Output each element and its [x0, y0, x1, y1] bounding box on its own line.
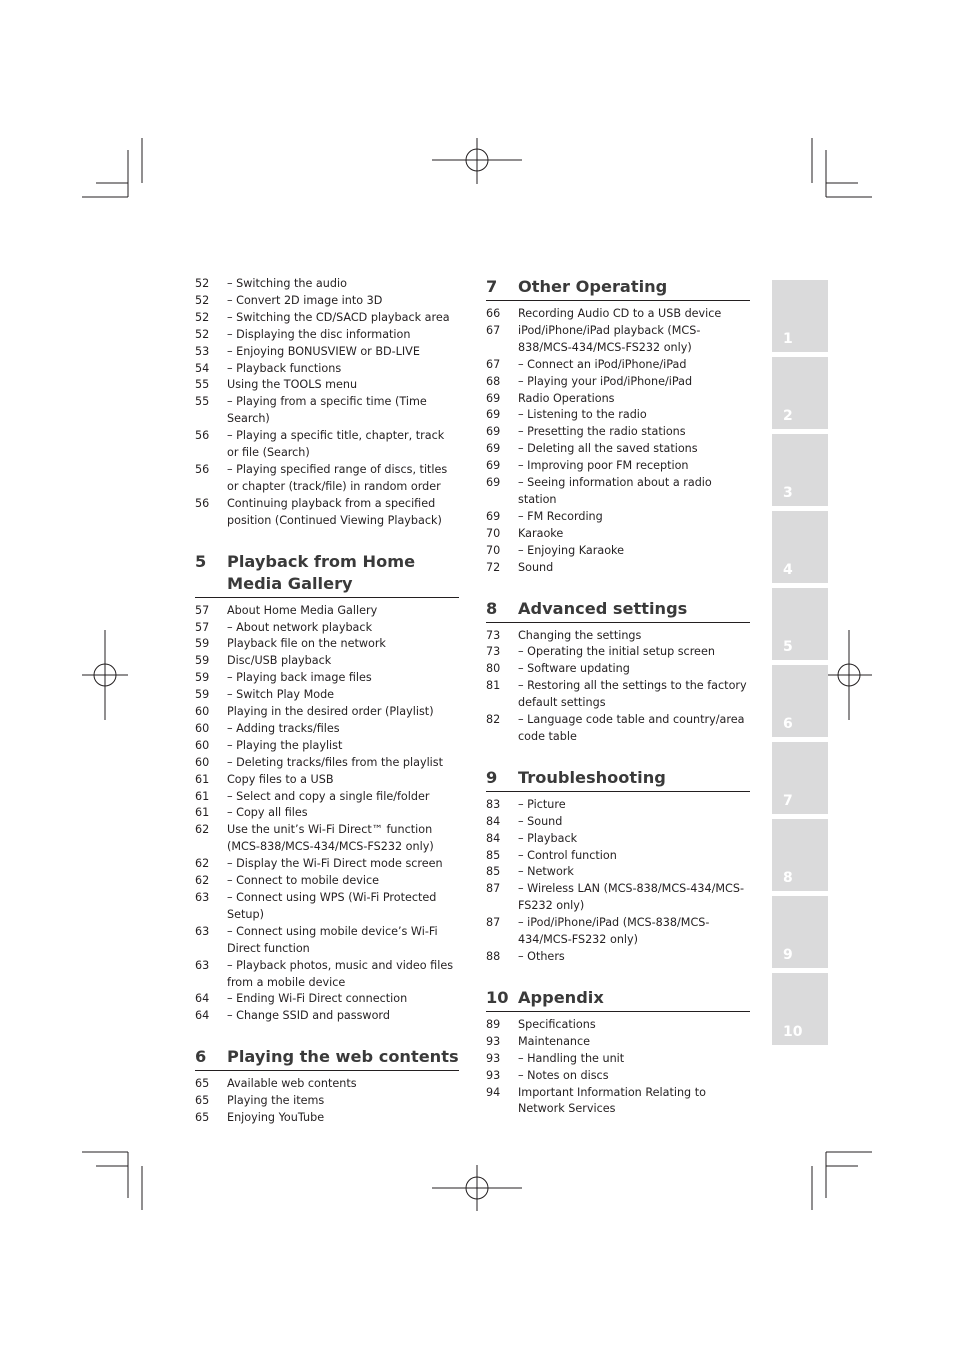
toc-entry[interactable]: [486, 1034, 750, 1051]
toc-entry[interactable]: [486, 407, 750, 424]
section-number: 6: [195, 1047, 207, 1067]
toc-entry[interactable]: [486, 543, 750, 560]
page-number: 56: [195, 462, 210, 476]
section-8-heading: [486, 598, 750, 623]
chapter-tab[interactable]: [772, 588, 828, 660]
chapter-tab[interactable]: [772, 434, 828, 506]
page-number: 52: [195, 293, 210, 307]
page-number: 61: [195, 772, 210, 786]
entry-text: Use the unit’s Wi-Fi Direct™ function (MCS-838/MCS-434/MCS-FS232 only): [227, 823, 434, 854]
toc-entry[interactable]: [486, 848, 750, 865]
page-number: 69: [486, 459, 501, 473]
toc-entry[interactable]: [195, 344, 459, 361]
entry-text: – Sound: [518, 814, 563, 828]
entry-text: – Connect to mobile device: [227, 874, 379, 888]
entry-text: Maintenance: [518, 1034, 591, 1048]
entry-text: iPod/iPhone/iPad playback (MCS-838/MCS-434/MCS-FS232 only): [518, 323, 701, 354]
toc-entry[interactable]: [486, 814, 750, 831]
page-number: 59: [195, 671, 210, 685]
chapter-tab-number: 2: [783, 408, 793, 424]
page-number: 65: [195, 1111, 210, 1125]
page-number: 60: [195, 755, 210, 769]
entry-text: – Deleting tracks/files from the playlist: [227, 755, 443, 769]
page-number: 59: [195, 654, 210, 668]
entry-text: – Improving poor FM reception: [518, 459, 689, 473]
section-7-heading: [486, 276, 750, 301]
entry-text: – Connect using mobile device’s Wi-Fi Direct function: [227, 924, 438, 955]
toc-entry[interactable]: [195, 1093, 459, 1110]
page-number: 61: [195, 806, 210, 820]
toc-entry[interactable]: [195, 496, 459, 530]
entry-text: – Listening to the radio: [518, 408, 647, 422]
page-number: 70: [486, 543, 501, 557]
entry-text: – Handling the unit: [518, 1051, 625, 1065]
toc-entry[interactable]: [486, 881, 750, 915]
page-number: 73: [486, 645, 501, 659]
section-title: Other Operating: [518, 277, 668, 296]
registration-mark-left: [82, 630, 128, 720]
entry-text: – Switch Play Mode: [227, 688, 335, 702]
entry-text: – Enjoying BONUSVIEW or BD-LIVE: [227, 344, 420, 358]
registration-mark-right: [826, 630, 872, 720]
toc-entry[interactable]: [486, 712, 750, 746]
chapter-tab[interactable]: [772, 742, 828, 814]
toc-entry[interactable]: [486, 509, 750, 526]
entry-text: – Display the Wi-Fi Direct mode screen: [227, 857, 443, 871]
entry-text: – Switching the audio: [227, 277, 347, 290]
entry-text: – Seeing information about a radio station: [518, 476, 712, 506]
page-number: 57: [195, 603, 210, 617]
page-number: 88: [486, 950, 501, 963]
page-number: 55: [195, 395, 210, 409]
page-number: 83: [486, 797, 501, 811]
entry-text: – iPod/iPhone/iPad (MCS-838/MCS-434/MCS-FS232 only): [518, 916, 710, 947]
toc-entry[interactable]: [486, 458, 750, 475]
entry-text: – Presetting the radio stations: [518, 425, 686, 439]
toc-entry[interactable]: [195, 822, 459, 856]
toc-entry[interactable]: [195, 293, 459, 310]
page-number: 53: [195, 344, 210, 358]
page-number: 63: [195, 891, 210, 904]
toc-entry[interactable]: [486, 306, 750, 323]
chapter-tab[interactable]: [772, 973, 828, 1045]
section-9-entries: [486, 797, 750, 966]
entry-text: Enjoying YouTube: [227, 1111, 325, 1125]
entry-text: – Select and copy a single file/folder: [227, 789, 430, 803]
page-number: 52: [195, 277, 210, 290]
page-number: 65: [195, 1077, 210, 1091]
section-number: 8: [486, 598, 498, 618]
chapter-tab[interactable]: [772, 819, 828, 891]
chapter-tab-number: 8: [783, 870, 793, 886]
entry-text: – Copy all files: [227, 806, 308, 820]
entry-text: – Playback: [518, 831, 578, 845]
entry-text: – Convert 2D image into 3D: [227, 293, 383, 307]
section-title: Advanced settings: [518, 598, 688, 618]
section-7-entries: [486, 306, 750, 577]
toc-entry[interactable]: [195, 924, 459, 958]
entry-text: – Ending Wi-Fi Direct connection: [227, 992, 408, 1006]
toc-entry[interactable]: [486, 424, 750, 441]
section-title: Playing the web contents: [227, 1047, 459, 1067]
toc-entry[interactable]: [486, 526, 750, 543]
toc-entry[interactable]: [486, 661, 750, 678]
page-number: 64: [195, 992, 210, 1006]
entry-text: – About network playback: [227, 620, 373, 634]
toc-entry[interactable]: [195, 704, 459, 721]
entry-text: – Language code table and country/area code table: [518, 713, 745, 743]
page-number: 87: [486, 882, 501, 896]
chapter-tab-number: 3: [783, 485, 793, 501]
toc-entry[interactable]: [486, 560, 750, 577]
page-number: 80: [486, 662, 501, 676]
page-number: 65: [195, 1094, 210, 1108]
toc-entry[interactable]: [486, 1051, 750, 1068]
entry-text: – FM Recording: [518, 509, 603, 523]
toc-entry[interactable]: [195, 789, 459, 806]
toc-entry[interactable]: [486, 1085, 750, 1119]
entry-text: – Playing back image files: [227, 671, 372, 685]
entry-text: – Connect using WPS (Wi-Fi Protected Setup): [227, 891, 437, 921]
section-title: Appendix: [518, 987, 604, 1007]
toc-entry[interactable]: [195, 653, 459, 670]
page-number: 63: [195, 924, 210, 938]
entry-text: Changing the settings: [518, 628, 642, 642]
toc-entry[interactable]: [486, 644, 750, 661]
toc-entry[interactable]: [195, 428, 459, 462]
page-number: 69: [486, 509, 501, 523]
toc-entry[interactable]: [486, 475, 750, 509]
entry-text: – Software updating: [518, 662, 630, 676]
page-number: 72: [486, 560, 501, 574]
entry-text: Playing the items: [227, 1094, 325, 1108]
toc-entry[interactable]: [195, 361, 459, 378]
page-number: 73: [486, 628, 501, 642]
entry-text: – Playback functions: [227, 361, 342, 375]
page-number: 59: [195, 637, 210, 651]
page-number: 68: [486, 374, 501, 388]
entry-text: – Change SSID and password: [227, 1009, 390, 1023]
page-number: 70: [486, 526, 501, 540]
page-number: 60: [195, 705, 210, 719]
section-number: 7: [486, 277, 498, 296]
page-number: 69: [486, 442, 501, 456]
entry-text: Radio Operations: [518, 391, 615, 405]
toc-entry[interactable]: [195, 805, 459, 822]
section-number: 9: [486, 767, 498, 787]
page-number: 54: [195, 361, 210, 375]
entry-text: – Displaying the disc information: [227, 327, 411, 341]
toc-entry[interactable]: [486, 1068, 750, 1085]
toc-entry[interactable]: [195, 276, 459, 293]
section-8-entries: [486, 628, 750, 746]
page-number: 59: [195, 688, 210, 702]
entry-text: – Playing from a specific time (Time Search): [227, 395, 427, 426]
entry-text: Using the TOOLS menu: [227, 378, 358, 392]
entry-text: – Enjoying Karaoke: [518, 543, 624, 557]
entry-text: Sound: [518, 560, 554, 574]
page-number: 85: [486, 848, 501, 862]
entry-text: Important Information Relating to Network Services: [518, 1085, 706, 1116]
toc-entry[interactable]: [195, 636, 459, 653]
entry-text: Karaoke: [518, 526, 564, 540]
page-number: 62: [195, 857, 210, 871]
toc-entry[interactable]: [195, 1110, 459, 1127]
toc-entry[interactable]: [195, 873, 459, 890]
page-number: 52: [195, 310, 210, 324]
chapter-tabs: [772, 280, 828, 1050]
entry-text: Copy files to a USB: [227, 772, 334, 786]
toc-entry[interactable]: [486, 797, 750, 814]
entry-text: – Connect an iPod/iPhone/iPad: [518, 357, 687, 371]
chapter-tab[interactable]: [772, 665, 828, 737]
page-number: 69: [486, 408, 501, 422]
page-number: 84: [486, 814, 501, 828]
toc-entry[interactable]: [486, 323, 750, 357]
registration-mark-bottom: [432, 1165, 522, 1211]
page-number: 67: [486, 357, 501, 371]
section-number: 10: [486, 987, 509, 1007]
section-5-entries: [195, 603, 459, 1026]
section-9-heading: [486, 767, 750, 792]
page-number: 67: [486, 323, 501, 337]
page-number: 60: [195, 721, 210, 735]
toc-entry[interactable]: [486, 357, 750, 374]
page-number: 62: [195, 874, 210, 888]
toc-entry[interactable]: [195, 310, 459, 327]
page-number: 56: [195, 496, 210, 510]
page-number: 81: [486, 679, 501, 693]
page-number: 82: [486, 713, 501, 727]
page-number: 64: [195, 1009, 210, 1023]
chapter-tab[interactable]: [772, 280, 828, 352]
entry-text: Disc/USB playback: [227, 654, 332, 668]
toc-entry[interactable]: [195, 755, 459, 772]
chapter-tab-number: 6: [783, 716, 793, 732]
page-number: 62: [195, 823, 210, 837]
entry-text: – Deleting all the saved stations: [518, 442, 698, 456]
toc-left-column: [195, 276, 459, 1127]
toc-entry[interactable]: [486, 441, 750, 458]
page-number: 94: [486, 1085, 501, 1099]
toc-entry[interactable]: [195, 394, 459, 428]
entry-text: – Playing the playlist: [227, 738, 343, 752]
toc-entry[interactable]: [486, 628, 750, 645]
entry-text: – Others: [518, 950, 565, 963]
toc-entry[interactable]: [195, 462, 459, 496]
entry-text: – Wireless LAN (MCS-838/MCS-434/MCS-FS232 only): [518, 882, 745, 913]
toc-entry[interactable]: [486, 915, 750, 949]
toc-entry[interactable]: [486, 678, 750, 712]
entry-text: – Playback photos, music and video files from a mobile device: [227, 958, 454, 989]
entry-text: Playback file on the network: [227, 637, 386, 651]
chapter-tab[interactable]: [772, 896, 828, 968]
page-number: 84: [486, 831, 501, 845]
section-6-heading: [195, 1046, 459, 1071]
entry-text: – Adding tracks/files: [227, 721, 340, 735]
page-number: 93: [486, 1034, 501, 1048]
page-number: 89: [486, 1017, 501, 1031]
toc-entry[interactable]: [195, 856, 459, 873]
toc-entry[interactable]: [195, 377, 459, 394]
page-number: 55: [195, 378, 210, 392]
toc-entry[interactable]: [195, 1076, 459, 1093]
page-number: 57: [195, 620, 210, 634]
entry-text: – Playing specified range of discs, titles or chapter (track/file) in random order: [227, 462, 448, 493]
toc-entry[interactable]: [195, 603, 459, 620]
toc-entry[interactable]: [195, 721, 459, 738]
entry-text: – Network: [518, 865, 574, 879]
chapter-tab[interactable]: [772, 357, 828, 429]
section-number: 5: [195, 551, 207, 571]
entry-text: – Control function: [518, 848, 617, 862]
page-number: 69: [486, 425, 501, 439]
toc-entry[interactable]: [486, 831, 750, 848]
section-title: Troubleshooting: [518, 767, 666, 787]
chapter-tab-number: 4: [783, 562, 793, 578]
toc-entry[interactable]: [486, 864, 750, 881]
entry-text: – Playing a specific title, chapter, track or file (Search): [227, 429, 445, 460]
chapter-tab-number: 7: [783, 793, 793, 809]
toc-entry[interactable]: [486, 391, 750, 408]
chapter-tab-number: 9: [783, 947, 793, 963]
page-number: 61: [195, 789, 210, 803]
entry-list-continued: [195, 276, 459, 530]
page-number: 87: [486, 916, 501, 930]
entry-text: – Restoring all the settings to the factory default settings: [518, 679, 747, 710]
chapter-tab-number: 5: [783, 639, 793, 655]
toc-entry[interactable]: [195, 1008, 459, 1025]
entry-text: Continuing playback from a specified position (Continued Viewing Playback): [227, 496, 442, 527]
page-number: 69: [486, 476, 501, 490]
toc-entry[interactable]: [195, 890, 459, 924]
entry-text: Recording Audio CD to a USB device: [518, 307, 722, 320]
toc-entry[interactable]: [195, 991, 459, 1008]
toc-entry[interactable]: [195, 738, 459, 755]
page-number: 85: [486, 865, 501, 879]
page-number: 66: [486, 307, 501, 320]
toc-entry[interactable]: [195, 327, 459, 344]
entry-text: Playing in the desired order (Playlist): [227, 705, 434, 719]
page-number: 93: [486, 1068, 501, 1082]
toc-entry[interactable]: [195, 670, 459, 687]
entry-text: – Notes on discs: [518, 1068, 609, 1082]
entry-text: – Picture: [518, 797, 566, 811]
toc-entry[interactable]: [486, 1017, 750, 1034]
chapter-tab-number: 1: [783, 331, 793, 347]
section-5-heading: [195, 551, 459, 598]
chapter-tab[interactable]: [772, 511, 828, 583]
entry-text: – Playing your iPod/iPhone/iPad: [518, 374, 693, 388]
entry-text: Specifications: [518, 1017, 596, 1031]
page-number: 63: [195, 958, 210, 972]
toc-right-column: [486, 276, 750, 1118]
registration-mark-top: [432, 138, 522, 184]
entry-text: – Operating the initial setup screen: [518, 645, 715, 659]
section-6-entries: [195, 1076, 459, 1127]
toc-entry[interactable]: [195, 772, 459, 789]
toc-entry[interactable]: [195, 958, 459, 992]
section-10-heading: [486, 987, 750, 1012]
page-number: 52: [195, 327, 210, 341]
toc-entry[interactable]: [195, 687, 459, 704]
page-number: 60: [195, 738, 210, 752]
page-number: 56: [195, 429, 210, 443]
entry-text: Available web contents: [227, 1077, 357, 1091]
page-number: 69: [486, 391, 501, 405]
section-title: Playback from Home Media Gallery: [227, 551, 416, 593]
section-10-entries: [486, 1017, 750, 1118]
toc-entry[interactable]: [486, 949, 750, 966]
page-number: 93: [486, 1051, 501, 1065]
entry-text: About Home Media Gallery: [227, 603, 378, 617]
toc-entry[interactable]: [195, 620, 459, 637]
entry-text: – Switching the CD/SACD playback area: [227, 310, 450, 324]
toc-entry[interactable]: [486, 374, 750, 391]
chapter-tab-number: 10: [783, 1024, 803, 1040]
